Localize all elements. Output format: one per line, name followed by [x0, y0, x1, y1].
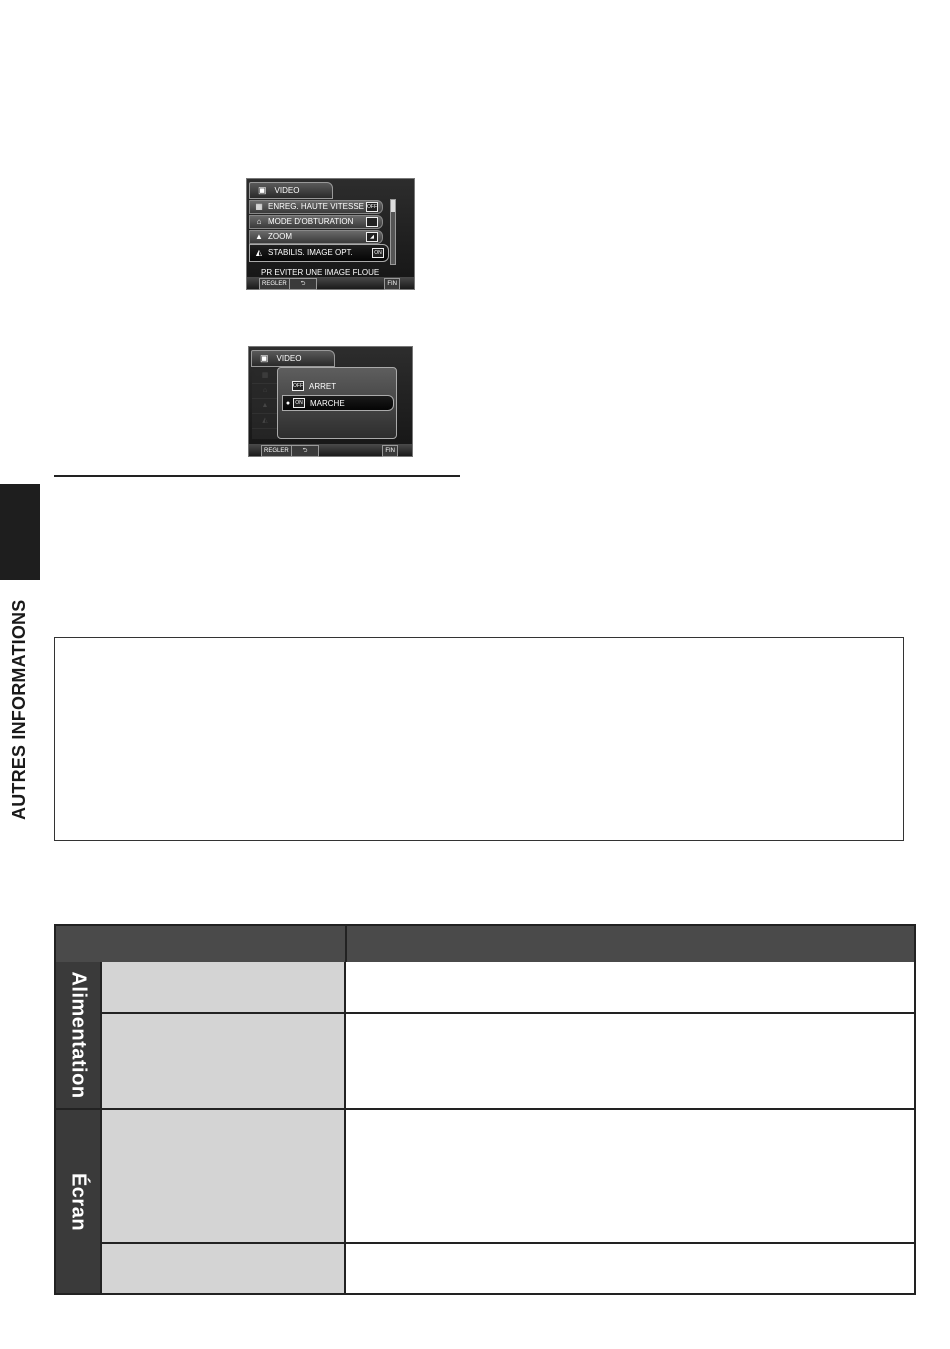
dimmed-menu-icons — [252, 369, 278, 439]
table-row-solution — [346, 1014, 914, 1108]
menu-item-high-speed[interactable] — [249, 200, 383, 214]
menu-panel — [246, 178, 415, 290]
section-tab-label: AUTRES INFORMATIONS — [9, 599, 29, 820]
zoom-icon: ▲ — [255, 232, 263, 241]
dimmed-zoom-icon: ▲ — [252, 399, 278, 414]
table-row-problem — [102, 1110, 346, 1242]
menu-item-label: ENREG. HAUTE VITESSE — [268, 202, 365, 211]
scroll-thumb[interactable] — [391, 200, 395, 212]
video-camera-icon: ▣ — [258, 185, 267, 195]
end-button[interactable]: FIN — [384, 278, 400, 290]
dimmed-shutter-icon: ⌂ — [252, 384, 278, 399]
set-button[interactable]: REGLER — [259, 278, 290, 290]
set-button[interactable]: REGLER — [261, 445, 292, 457]
category-power — [56, 962, 102, 1108]
back-arrow-icon[interactable]: ⮌ — [289, 278, 317, 290]
submenu-footer — [249, 444, 412, 456]
menu-item-zoom[interactable] — [249, 230, 383, 244]
shutter-icon: ⌂ — [256, 217, 262, 226]
option-off[interactable] — [282, 378, 394, 394]
category-screen — [56, 1110, 102, 1293]
table-row-problem — [102, 962, 346, 1013]
category-label: Alimentation — [67, 971, 90, 1099]
menu-item-label: ZOOM — [268, 232, 292, 241]
table-row-solution — [346, 1244, 914, 1293]
menu-title-tab — [249, 182, 333, 199]
submenu-panel — [248, 346, 413, 457]
end-button[interactable]: FIN — [382, 445, 398, 457]
option-label: ARRET — [309, 381, 337, 391]
table-row-problem — [102, 1244, 346, 1293]
menu-description: PR EVITER UNE IMAGE FLOUE — [261, 268, 380, 277]
table-header — [56, 926, 914, 964]
table-row-solution — [346, 962, 914, 1013]
option-popup — [277, 367, 397, 439]
note-box — [54, 637, 904, 841]
option-badge: OFF — [293, 383, 303, 389]
setting-badge — [366, 217, 378, 227]
section-tab-marker — [0, 484, 40, 580]
menu-item-shutter-mode[interactable] — [249, 215, 383, 229]
setting-badge: ON — [372, 248, 384, 258]
camera-submenu-screenshot — [248, 346, 413, 457]
setting-badge: OFF — [367, 204, 377, 210]
header-separator — [345, 926, 347, 962]
option-on[interactable] — [282, 395, 394, 411]
troubleshooting-table — [54, 924, 916, 1295]
selected-bullet-icon: ● — [285, 399, 291, 407]
table-row-problem — [102, 1014, 346, 1108]
high-speed-icon: ▦ — [255, 202, 263, 211]
menu-title: VIDEO — [274, 186, 300, 195]
dimmed-high-speed-icon: ▦ — [252, 369, 278, 384]
option-label: MARCHE — [310, 398, 345, 408]
menu-footer — [247, 277, 414, 289]
submenu-title: VIDEO — [276, 354, 302, 363]
menu-item-label: MODE D'OBTURATION — [268, 217, 354, 226]
back-arrow-icon[interactable]: ⮌ — [291, 445, 319, 457]
setting-badge: ◢ — [366, 232, 378, 242]
video-camera-icon: ▣ — [260, 353, 269, 363]
category-label: Écran — [67, 1172, 90, 1231]
menu-item-label: STABILIS. IMAGE OPT. — [268, 248, 353, 257]
menu-item-stabilizer[interactable] — [249, 244, 389, 262]
submenu-title-tab — [251, 350, 335, 367]
section-divider — [54, 475, 460, 477]
table-row-solution — [346, 1110, 914, 1242]
dimmed-stabilizer-icon: ◭ — [252, 414, 278, 429]
menu-scrollbar[interactable] — [390, 199, 396, 265]
camera-menu-screenshot — [246, 178, 415, 290]
option-badge: ON — [293, 398, 305, 408]
stabilizer-icon: ◭ — [255, 248, 263, 257]
